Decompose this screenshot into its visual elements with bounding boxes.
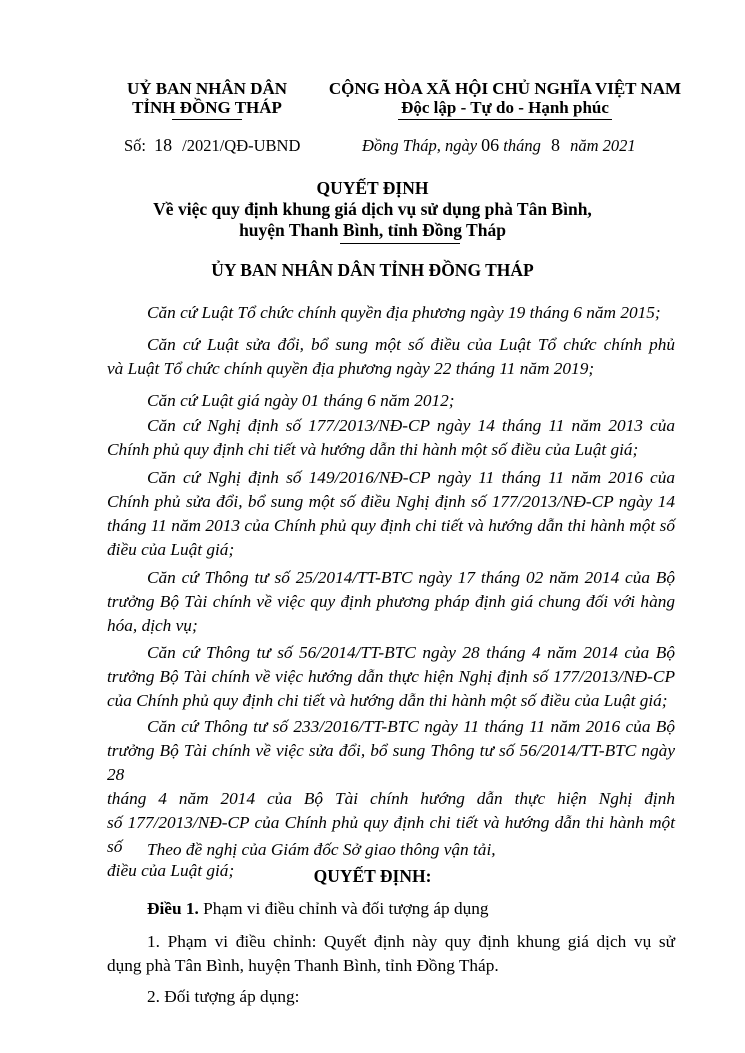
national-motto: Độc lập - Tự do - Hạnh phúc [401,98,609,117]
preamble-2: Căn cứ Luật sửa đổi, bổ sung một số điều của Luật Tổ chức chính phủ và Luật Tổ chức chính quyền địa phương ngày 22 tháng 11 năm 2019; [107,335,675,378]
preamble-7: Căn cứ Thông tư số 56/2014/TT-BTC ngày 28 tháng 4 năm 2014 của Bộ trưởng Bộ Tài chính về việc hướng dẫn thực hiện Nghị định số 177/2013/NĐ-CP của Chính phủ quy định chi tiết và hướng dẫn thi hành một số điều của Luật giá; [107,643,675,710]
date-place: Đồng Tháp, ngày [362,136,478,155]
article-1-heading [107,897,675,921]
number-prefix: Số: [124,136,147,155]
agency-underline [172,119,242,120]
preamble-9: Theo đề nghị của Giám đốc Sở giao thông vận tải, [147,840,496,859]
preamble-8: Căn cứ Thông tư số 233/2016/TT-BTC ngày 11 tháng 11 năm 2016 của Bộ trưởng Bộ Tài chính về việc sửa đổi, bổ sung Thông tư số 56/2014/TT-BTC ngày 28 tháng 4 năm 2014 của Bộ Tài chính hướng dẫn thực hiện Nghị định số 177/2013/NĐ-CP của Chính phủ quy định chi tiết và hướng dẫn thi hành một số điều của Luật giá; [107,717,675,880]
issuing-authority: ỦY BAN NHÂN DÂN TỈNH ĐỒNG THÁP [211,260,534,280]
preamble-1: Căn cứ Luật Tổ chức chính quyền địa phương ngày 19 tháng 6 năm 2015; [147,303,661,322]
article-1-scope: 1. Phạm vi điều chỉnh: Quyết định này quy định khung giá dịch vụ sử dụng phà Tân Bình, huyện Thanh Bình, tỉnh Đồng Tháp. [107,932,675,975]
decision-heading: QUYẾT ĐỊNH: [313,866,432,886]
preamble-4: Căn cứ Nghị định số 177/2013/NĐ-CP ngày 14 tháng 11 năm 2013 của Chính phủ quy định chi tiết và hướng dẫn thi hành một số điều của Luật giá; [107,416,675,459]
subject-line-2: huyện Thanh Bình, tỉnh Đồng Tháp [239,220,506,240]
article-1-title: Phạm vi điều chỉnh và đối tượng áp dụng [203,899,489,918]
preamble-5: Căn cứ Nghị định số 149/2016/NĐ-CP ngày 11 tháng 11 năm 2016 của Chính phủ sửa đổi, bổ sung một số điều Nghị định số 177/2013/NĐ-CP ngày 14 tháng 11 năm 2013 của Chính phủ quy định chi tiết và hướng dẫn thi hành một số điều của Luật giá; [107,468,675,559]
number-value: 18 [154,135,173,155]
date-month: 8 [551,135,561,155]
article-1-label: Điều 1. [147,899,199,918]
motto-underline [398,119,612,120]
decision-title: QUYẾT ĐỊNH [316,178,429,198]
preamble-6: Căn cứ Thông tư số 25/2014/TT-BTC ngày 17 tháng 02 năm 2014 của Bộ trưởng Bộ Tài chính về việc quy định phương pháp định giá chung đối với hàng hóa, dịch vụ; [107,568,675,635]
subject-line-1: Về việc quy định khung giá dịch vụ sử dụng phà Tân Bình, [153,199,592,219]
date-year: năm 2021 [570,136,636,155]
document-number [124,135,300,156]
number-suffix: /2021/QĐ-UBND [182,136,301,155]
agency-province: TỈNH ĐỒNG THÁP [132,98,282,117]
subject-underline [340,243,460,244]
article-1-subjects: 2. Đối tượng áp dụng: [147,987,300,1006]
preamble-3: Căn cứ Luật giá ngày 01 tháng 6 năm 2012; [147,391,455,410]
agency-name: UỶ BAN NHÂN DÂN [126,79,288,98]
document-date [362,135,636,156]
national-title: CỘNG HÒA XÃ HỘI CHỦ NGHĨA VIỆT NAM [328,79,682,98]
date-month-label: tháng [503,136,541,155]
date-day: 06 [481,135,500,155]
